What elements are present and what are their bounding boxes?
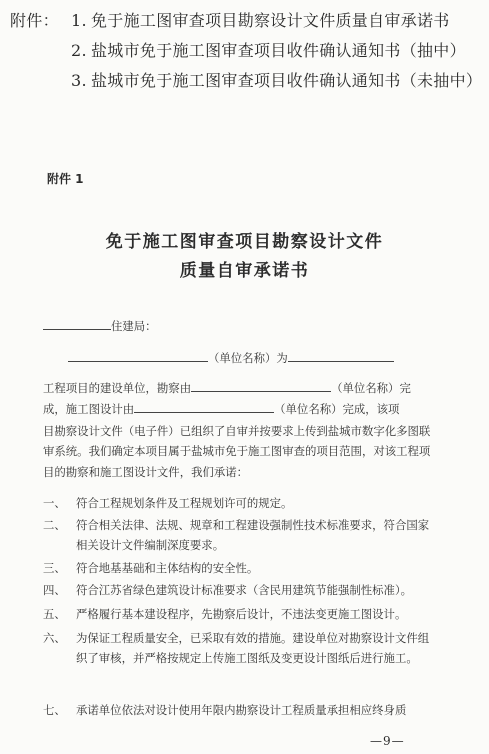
commitment-item [43, 604, 435, 624]
item-text: 承诺单位依法对设计使用年限内勘察设计工程质量承担相应终身质 [76, 703, 407, 717]
paragraph-text: （单位名称）完 [331, 381, 411, 395]
doc-title-line-2: 质量自审承诺书 [179, 261, 310, 281]
item-text: 符合工程规划条件及工程规划许可的规定。 [76, 496, 293, 510]
commitment-paragraph: 目勘察设计文件（电子件）已组织了自审并按要求上传到盐城市数字化多图联审系统。我们确定本项目属于盐城市免于施工图审查的项目范围，对该工程项目的勘察和施工图设计文件，我们承诺： [43, 424, 431, 479]
addressee-suffix: 住建局： [111, 319, 157, 333]
item-mark: 七、 [43, 703, 66, 717]
item-mark: 二、 [43, 518, 66, 532]
item-text: 为保证工程质量安全，已采取有效的措施。建设单位对勘察设计文件组织了审核，并严格按规定上传施工图纸及变更设计图纸后进行施工。 [76, 631, 430, 666]
item-text: 严格履行基本建设程序，先勘察后设计，不违法变更施工图设计。 [76, 607, 407, 621]
item-mark: 四、 [43, 583, 66, 597]
attachment-num: 1. [71, 11, 87, 30]
appendix-label: 附件 1 [47, 172, 84, 186]
commitment-item [43, 628, 435, 669]
item-text: 符合江苏省绿色建筑设计标准要求（含民用建筑节能强制性标准）。 [76, 583, 413, 597]
commitment-item [43, 580, 435, 600]
paragraph-text: 成，施工图设计由 [43, 402, 135, 416]
attachment-item-2 [10, 36, 482, 66]
unit-name-label: （单位名称）为 [208, 351, 288, 365]
page-number: —9— [370, 734, 405, 748]
item-mark: 三、 [43, 561, 66, 575]
attachment-list [10, 6, 482, 96]
attachment-item-1 [10, 6, 482, 36]
attachment-text: 盐城市免于施工图审查项目收件确认通知书（抽中） [91, 41, 466, 60]
commitment-item [43, 700, 435, 720]
commitment-item [43, 558, 435, 578]
doc-title-line-1: 免于施工图审查项目勘察设计文件 [105, 232, 384, 252]
blank-field [288, 350, 394, 362]
item-mark: 六、 [43, 631, 66, 645]
blank-field [43, 318, 111, 330]
paragraph-text: （单位名称）完成，该项 [274, 402, 400, 416]
item-text: 符合相关法律、法规、规章和工程建设强制性技术标准要求，符合国家相关设计文件编制深度要求。 [76, 518, 430, 553]
blank-field [134, 401, 274, 413]
item-text: 符合地基基础和主体结构的安全性。 [76, 561, 259, 575]
attachment-text: 盐城市免于施工图审查项目收件确认通知书（未抽中） [91, 71, 483, 90]
item-mark: 五、 [43, 607, 66, 621]
commitment-item [43, 493, 435, 513]
attachment-num: 3. [71, 71, 87, 90]
paragraph-line-1 [43, 380, 411, 396]
unit-name-line [68, 350, 394, 366]
item-mark: 一、 [43, 496, 66, 510]
addressee-line [43, 318, 157, 334]
paragraph-line-2 [43, 401, 399, 417]
attachment-num: 2. [71, 41, 87, 60]
attachment-item-3 [10, 66, 482, 96]
blank-field [68, 350, 208, 362]
attachment-text: 免于施工图审查项目勘察设计文件质量自审承诺书 [91, 11, 450, 30]
commitment-item [43, 515, 435, 556]
paragraph-text: 工程项目的建设单位，勘察由 [43, 381, 192, 395]
blank-field [191, 380, 331, 392]
attachment-lead: 附件： [10, 11, 59, 30]
